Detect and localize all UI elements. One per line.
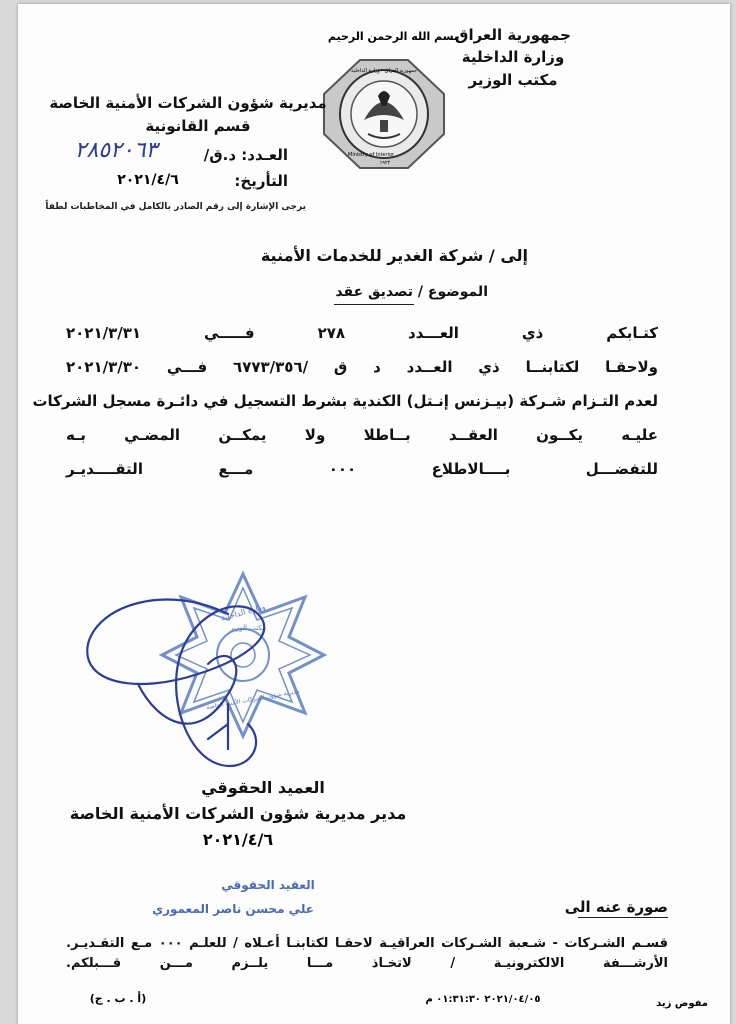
body-line-5: للتفضـــل بــــالاطلاع ٠٠٠ مـــع التقــــديـر: [66, 460, 658, 478]
name-stamp-line2: علي محسن ناصر المعموري: [152, 902, 314, 916]
name-stamp-line1: العقيد الحقوقي: [221, 878, 315, 892]
stamp-outer-text: وزارة الداخلية: [219, 602, 267, 623]
copy-line-2: الأرشـــفة الالكترونيـة / لاتخـاذ مـــا يلــزم مـــن قـــبلكم.: [66, 956, 668, 971]
header-line-office: مكتب الوزير: [468, 71, 558, 89]
letter-recipient: إلى / شركة الغدير للخدمات الأمنية: [260, 246, 528, 265]
logo-year: ١٩٢٢: [379, 160, 391, 166]
number-label: العـدد: د.ق/: [203, 146, 288, 164]
signatory-title: مدير مديرية شؤون الشركات الأمنية الخاصة: [69, 804, 407, 823]
date-label: التأريخ:: [234, 172, 288, 190]
basmala: بسم الله الرحمن الرحيم: [327, 30, 459, 43]
logo-bottom-text: Ministry of Interior: [348, 152, 395, 158]
date-value: ٢٠٢١/٤/٦: [117, 172, 179, 188]
logo-top-text: جمهورية العراق - وزارة الداخلية: [351, 68, 417, 74]
header-line-ministry: وزارة الداخلية: [461, 48, 565, 66]
reference-note: يرجى الإشارة إلى رقم الصادر بالكامل في المخاطبات لطفاً: [45, 202, 306, 212]
signatory-name: العميد الحقوقي: [201, 778, 325, 797]
number-value: ٢٨٥٢٠٦٣: [74, 138, 158, 163]
body-line-4: عليـه يكــون العقــد بــاطلا ولا يمكــن المضـي بـه: [66, 426, 658, 444]
subject-underline: [334, 304, 414, 305]
header-line-country: جمهورية العراق: [455, 26, 571, 44]
letter-subject: الموضوع / تصديق عقد: [335, 284, 488, 300]
document-page: [18, 4, 730, 1024]
header-line-directorate: مديرية شؤون الشركات الأمنية الخاصة: [49, 94, 327, 112]
copy-heading-underline: [578, 917, 668, 918]
copy-heading: صورة عنه الى: [564, 898, 668, 916]
body-line-2: ولاحقـا لكتابنــا ذي العــدد د ق /٦٧٧٣/٣٥٦ فـــي ٢٠٢١/٣/٣٠: [66, 358, 658, 376]
signatory-date: ٢٠٢١/٤/٦: [202, 830, 274, 849]
copy-line-1: قسـم الشـركات - شـعبة الشـركات العراقيـة لاحقـا لكتابنـا أعـلاه / للعلـم ٠٠٠ مـع التقـديـر.: [66, 936, 669, 951]
footer-delegate: مفوض زيد: [656, 998, 708, 1009]
footer-timestamp: ٢٠٢١/٠٤/٠٥ ٠١:٣١:٣٠ م: [425, 994, 541, 1005]
stamp-inner-text: مكتب الوزير: [230, 624, 266, 632]
body-line-1: كتـابكم ذي العـــدد ٢٧٨ فـــــي ٢٠٢١/٣/٣١: [66, 324, 658, 342]
footer-initials: (أ . ب . ج): [89, 992, 147, 1005]
handwritten-signature: [78, 574, 318, 784]
stamp-side-text: مديرية شؤون الشركات الأمنية الخاصة: [205, 687, 301, 712]
header-line-department: قسم القانونية: [145, 117, 251, 135]
body-line-3: لعدم التـزام شـركة (بيـزنس إنـتل) الكندية بشرط التسجيل في دائـرة مسجل الشركات: [32, 392, 658, 410]
